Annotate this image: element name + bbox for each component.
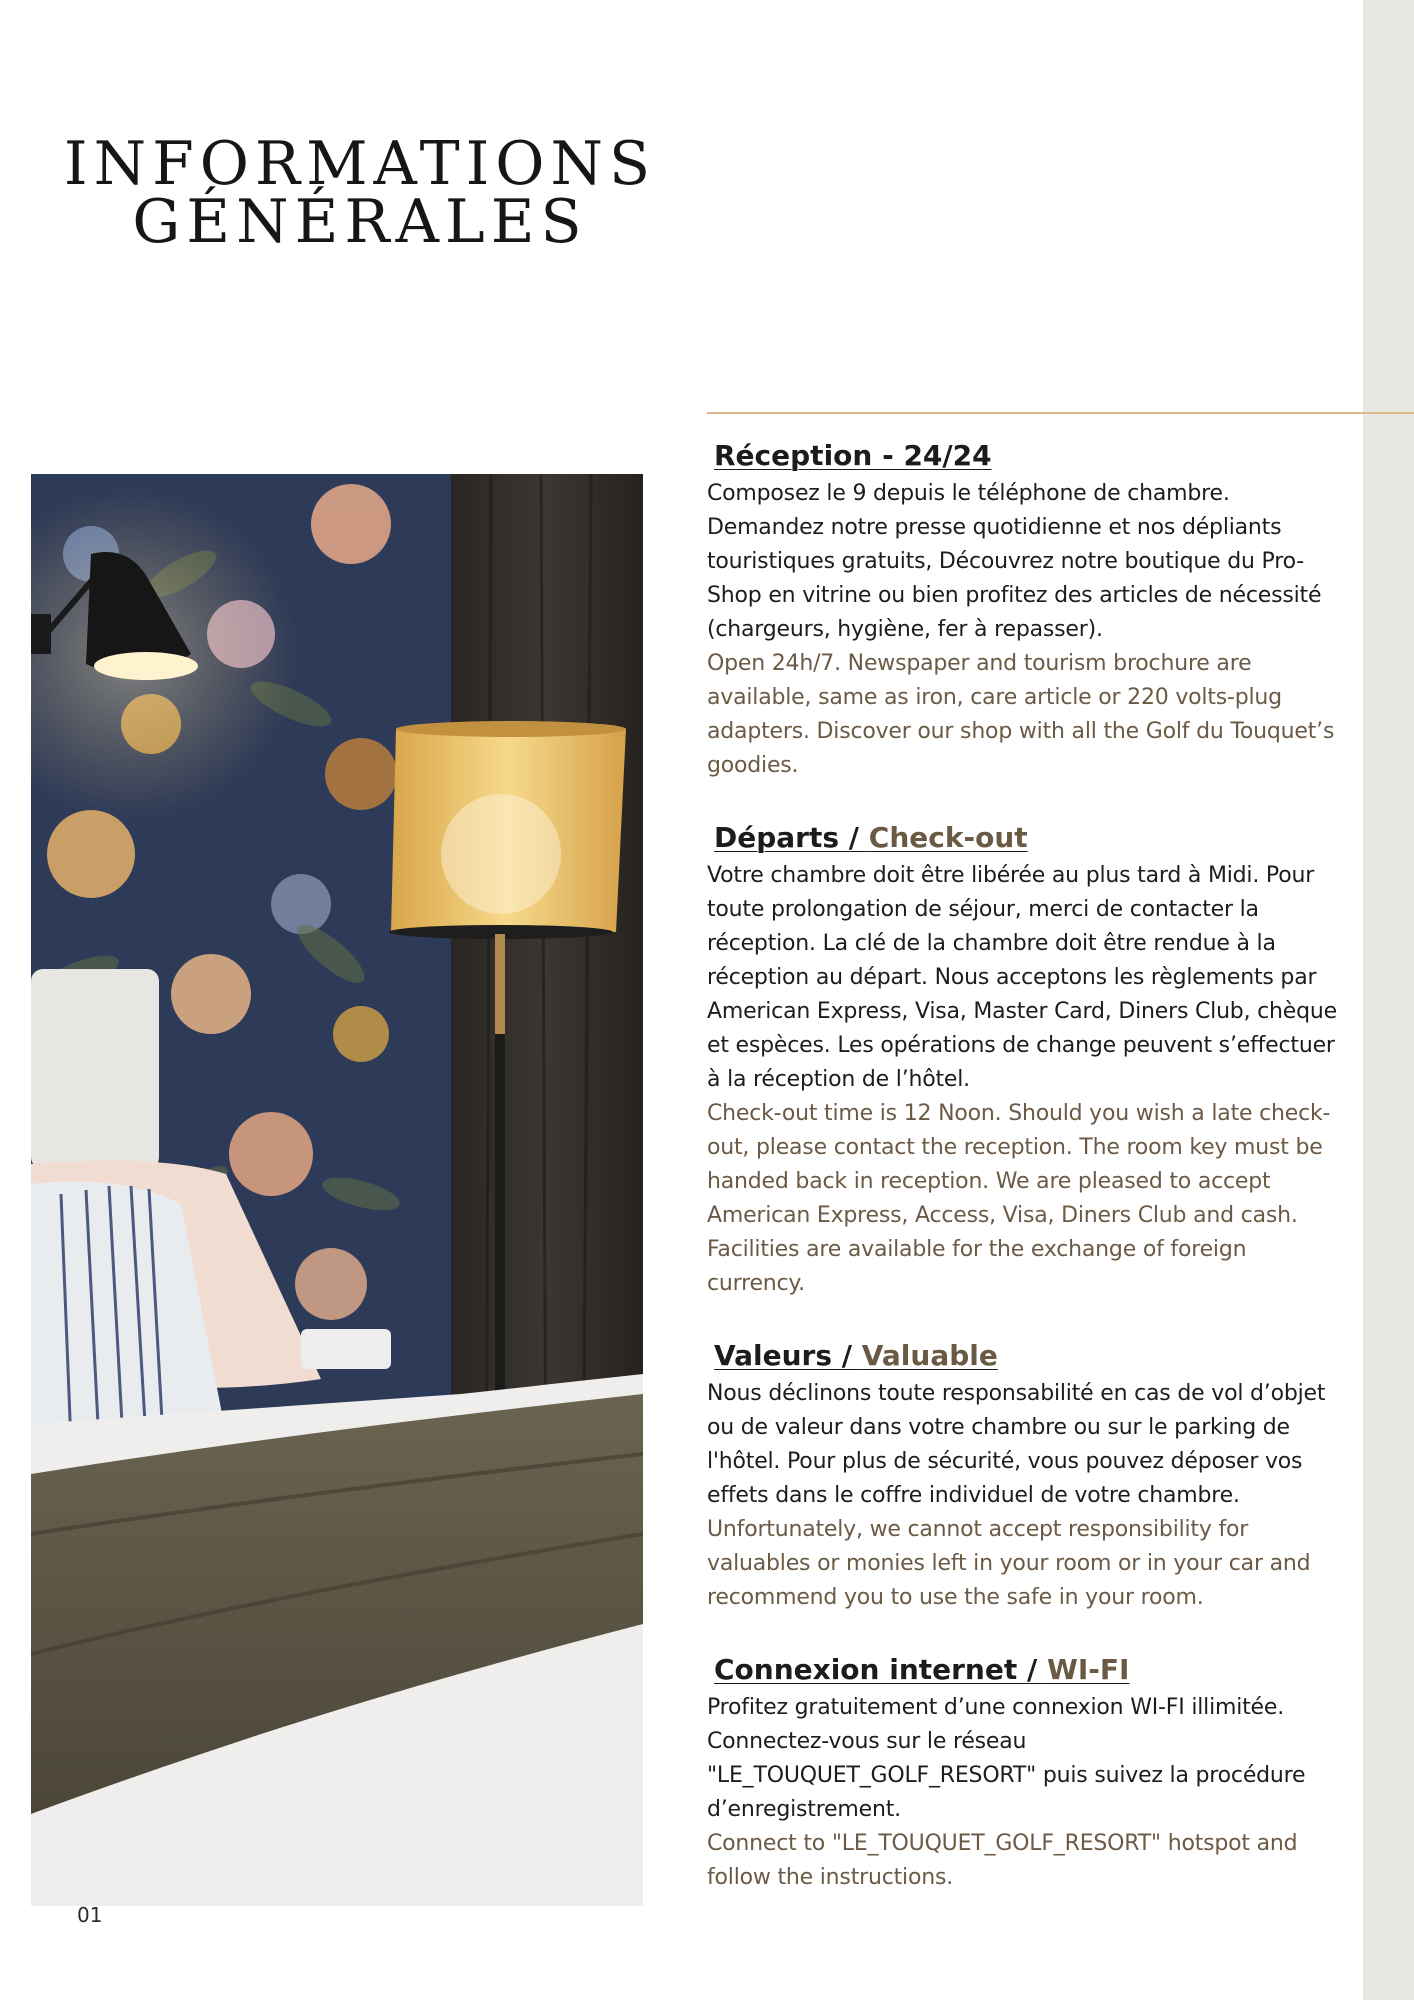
section-heading-checkout — [714, 817, 1337, 859]
page-title-line-1: INFORMATIONS — [63, 129, 657, 199]
section-wifi — [707, 1649, 1337, 1895]
accent-divider — [707, 412, 1414, 414]
section-heading-wifi — [714, 1649, 1337, 1691]
page-title — [60, 129, 660, 257]
heading-en: Check-out — [868, 821, 1028, 854]
heading-fr: Connexion internet / — [714, 1653, 1047, 1686]
checkout-text-en: Check-out time is 12 Noon. Should you wish a late check-out, please contact the reception. The room key must be handed back in reception. We are pleased to accept American Express, Access, Visa, Diners Club and cash. Facilities are available for the exchange of foreign currency. — [707, 1101, 1331, 1296]
valuables-text-fr: Nous déclinons toute responsabilité en cas de vol d’objet ou de valeur dans votre chambre ou sur le parking de l'hôtel. Pour plus de sécurité, vous pouvez déposer vos effets dans le coffre individuel de votre chambre. — [707, 1381, 1326, 1508]
page-title-line-2: GÉNÉRALES — [132, 187, 588, 257]
heading-fr: Valeurs / — [714, 1339, 862, 1372]
info-sections — [707, 435, 1337, 1929]
section-heading-valuables — [714, 1335, 1337, 1377]
page-number: 01 — [77, 1903, 103, 1927]
heading-fr: Départs / — [714, 821, 869, 854]
wifi-text-en: Connect to "LE_TOUQUET_GOLF_RESORT" hotspot and follow the instructions. — [707, 1831, 1298, 1890]
section-reception — [707, 435, 1337, 783]
section-checkout — [707, 817, 1337, 1301]
bedroom-photo — [31, 474, 643, 1906]
section-valuables — [707, 1335, 1337, 1615]
side-band — [1363, 0, 1414, 2000]
section-heading-reception — [714, 435, 1337, 477]
heading-fr: Réception - 24/24 — [714, 439, 992, 472]
checkout-text-fr: Votre chambre doit être libérée au plus tard à Midi. Pour toute prolongation de séjour, merci de contacter la réception. La clé de la chambre doit être rendue à la réception au départ. Nous acceptons les règlements par American Express, Visa, Master Card, Diners Club, chèque et espèces. Les opérations de change peuvent s’effectuer à la réception de l’hôtel. — [707, 863, 1337, 1092]
reception-text-fr: Composez le 9 depuis le téléphone de chambre. Demandez notre presse quotidienne et nos dépliants touristiques gratuits, Découvrez notre boutique du Pro-Shop en vitrine ou bien profitez des articles de nécessité (chargeurs, hygiène, fer à repasser). — [707, 481, 1322, 642]
heading-en: WI-FI — [1046, 1653, 1130, 1686]
valuables-text-en: Unfortunately, we cannot accept responsibility for valuables or monies left in your room or in your car and recommend you to use the safe in your room. — [707, 1517, 1311, 1610]
wifi-text-fr: Profitez gratuitement d’une connexion WI-FI illimitée. Connectez-vous sur le réseau "LE_TOUQUET_GOLF_RESORT" puis suivez la procédure d’enregistrement. — [707, 1695, 1306, 1822]
heading-en: Valuable — [861, 1339, 998, 1372]
reception-text-en: Open 24h/7. Newspaper and tourism brochure are available, same as iron, care article or 220 volts-plug adapters. Discover our shop with all the Golf du Touquet’s goodies. — [707, 651, 1335, 778]
